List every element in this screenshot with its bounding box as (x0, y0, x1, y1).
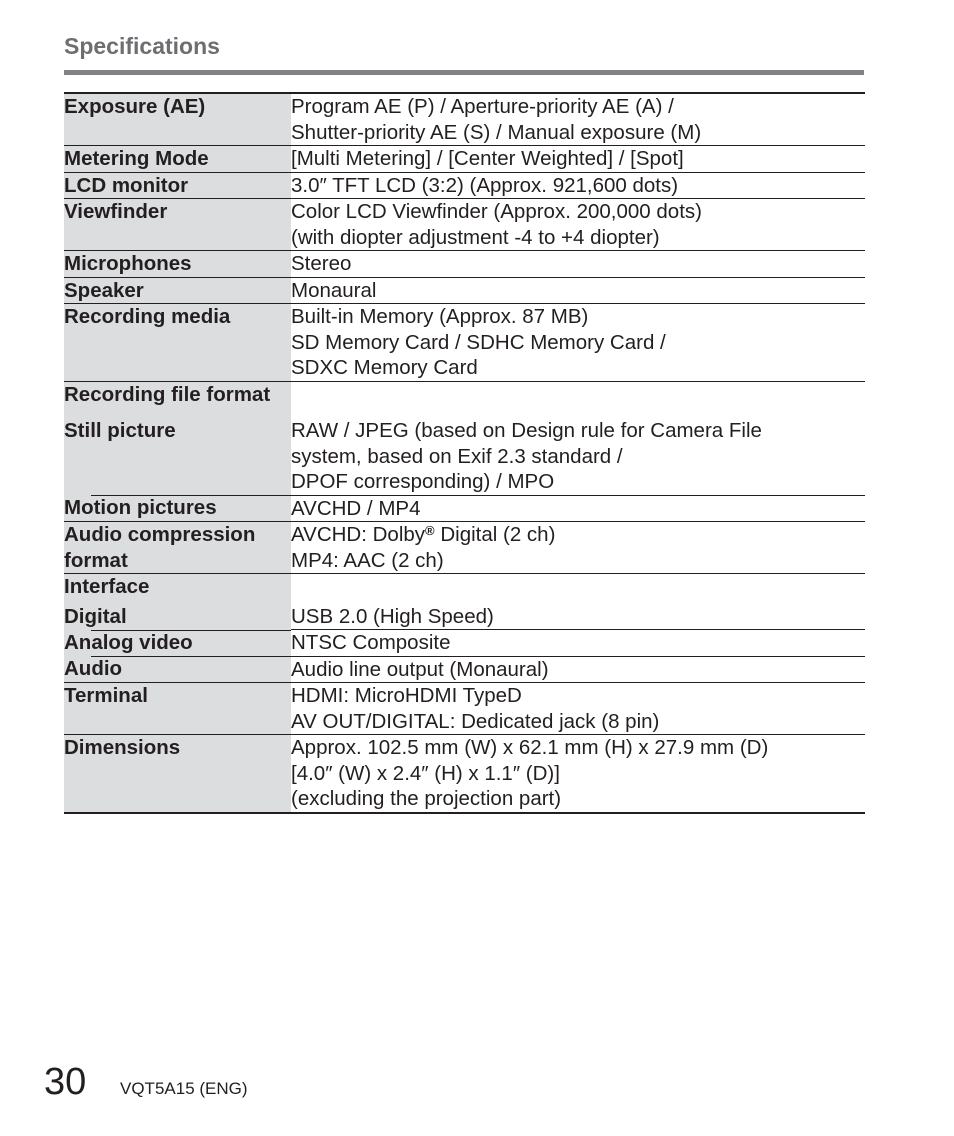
table-row (64, 522, 865, 574)
spec-value: Approx. 102.5 mm (W) x 62.1 mm (H) x 27.9 mm (D) [4.0″ (W) x 2.4″ (H) x 1.1″ (D)] (excluding the projection part) (291, 735, 865, 813)
spec-value: AVCHD / MP4 (291, 495, 865, 522)
spec-label: Microphones (64, 251, 291, 278)
spec-value: Program AE (P) / Aperture-priority AE (A) / Shutter-priority AE (S) / Manual exposure (M) (291, 95, 702, 144)
table-row (64, 146, 865, 173)
registered-mark: ® (425, 523, 435, 538)
table-row (64, 683, 865, 735)
spec-label: Dimensions (64, 735, 291, 813)
spec-value: Built-in Memory (Approx. 87 MB) SD Memory Card / SDHC Memory Card / SDXC Memory Card (291, 304, 865, 382)
spec-sublabel: Audio (64, 656, 291, 683)
spec-label: Metering Mode (64, 146, 291, 173)
spec-label: Audio compression format (64, 522, 291, 574)
table-row (64, 574, 865, 604)
spec-label: Exposure (AE) (64, 93, 291, 146)
spec-value: AVCHD: Dolby® Digital (2 ch) MP4: AAC (2 ch) (291, 522, 865, 574)
spec-sublabel: Digital (64, 604, 291, 630)
table-row (64, 304, 865, 382)
document-code: VQT5A15 (ENG) (120, 1079, 248, 1098)
spec-value: Color LCD Viewfinder (Approx. 200,000 dots) (with diopter adjustment -4 to +4 diopter) (291, 199, 865, 251)
title-divider (64, 70, 864, 75)
spec-value: RAW / JPEG (based on Design rule for Camera File system, based on Exif 2.3 standard / DPOF corresponding) / MPO (291, 419, 762, 493)
spec-value: USB 2.0 (High Speed) (291, 604, 494, 628)
spec-label: LCD monitor (64, 172, 291, 199)
page-number: 30 (44, 1061, 87, 1103)
spec-value: [Multi Metering] / [Center Weighted] / [Spot] (291, 146, 865, 173)
table-row (64, 735, 865, 813)
spec-group-label: Recording file format (64, 381, 291, 409)
table-row (64, 409, 865, 495)
spec-value: Stereo (291, 251, 865, 278)
table-row (64, 495, 865, 522)
spec-sublabel: Still picture (64, 409, 291, 495)
table-row (64, 93, 865, 146)
spec-value: Audio line output (Monaural) (291, 656, 865, 683)
table-row (64, 381, 865, 409)
spec-sublabel: Analog video (64, 630, 291, 657)
spec-value: HDMI: MicroHDMI TypeD AV OUT/DIGITAL: Dedicated jack (8 pin) (291, 683, 865, 735)
table-row (64, 630, 865, 657)
spec-value: Monaural (291, 277, 865, 304)
spec-label: Viewfinder (64, 199, 291, 251)
spec-value: 3.0″ TFT LCD (3:2) (Approx. 921,600 dots) (291, 172, 865, 199)
spec-label: Terminal (64, 683, 291, 735)
spec-sublabel: Motion pictures (64, 495, 291, 522)
table-row (64, 172, 865, 199)
table-row (64, 199, 865, 251)
spec-value (291, 381, 865, 409)
table-row (64, 277, 865, 304)
table-row (64, 656, 865, 683)
table-row (64, 251, 865, 278)
page-title: Specifications (64, 33, 220, 59)
spec-group-label: Interface (64, 574, 291, 604)
spec-label: Recording media (64, 304, 291, 382)
spec-value (291, 574, 865, 604)
specifications-table (64, 92, 865, 814)
spec-value: NTSC Composite (291, 630, 865, 657)
table-row (64, 604, 865, 630)
spec-label: Speaker (64, 277, 291, 304)
